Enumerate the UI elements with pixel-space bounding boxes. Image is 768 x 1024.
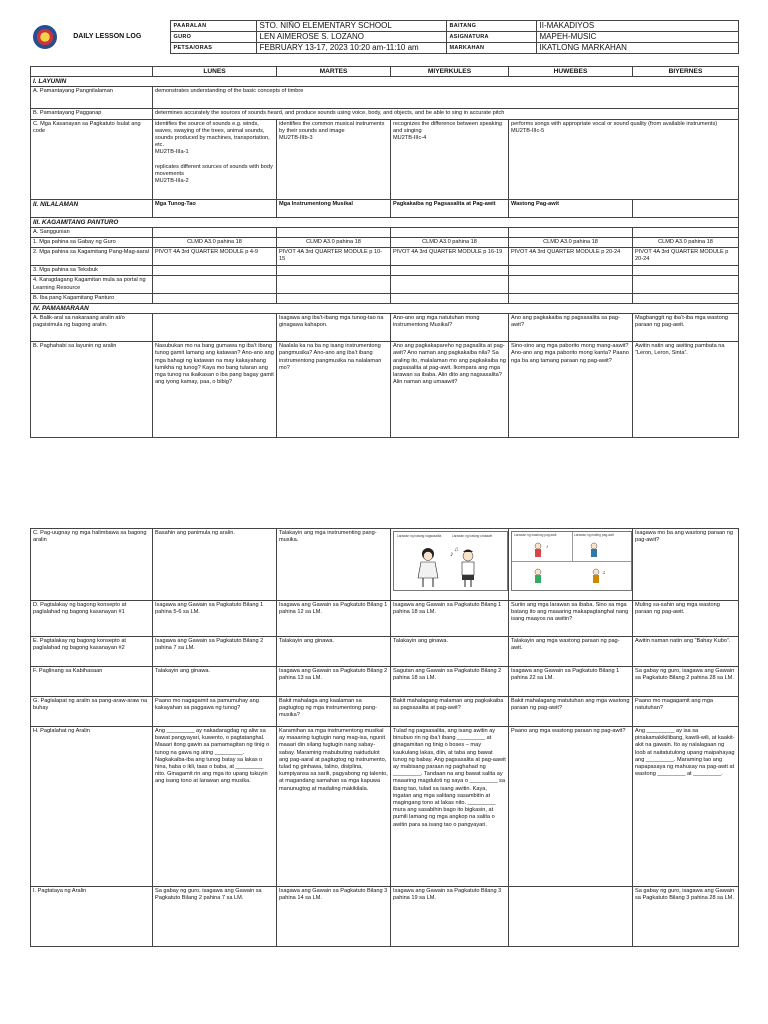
row-label-d-pagtalakay: D. Pagtalakay ng bagong konsepto at paglalahad ng bagong kasanayan #1: [31, 601, 153, 637]
deped-seal-icon: [33, 25, 57, 49]
empty-cell: [153, 293, 277, 303]
day-lunes: LUNES: [153, 67, 277, 77]
empty-cell: [509, 227, 633, 237]
svg-text:♫: ♫: [602, 570, 606, 576]
row-label-h-paglalahat: H. Paglalahat ng Aralin: [31, 727, 153, 887]
d-miyerkules: Isagawa ang Gawain sa Pagkatuto Bilang 1 pahina 18 sa LM.: [391, 601, 509, 637]
empty-cell: [509, 276, 633, 293]
singing-posture-illustration: [511, 531, 632, 591]
module-miyerkules: PIVOT 4A 3rd QUARTER MODULE p 16-19: [391, 248, 509, 266]
kasanayan-lunes: identifies the source of sounds e.g. winds, waves, swaying of the trees, animal sounds, sounds produced by machines, transportation, etc. MU2TB-IIIa-1 replicates different sources of sounds with body movements MU2TB-IIIa-2: [153, 119, 277, 199]
d-biyernes: Muling sa-sahin ang mga wastong paraan ng pag-awit.: [633, 601, 739, 637]
kasanayan-martes: identifies the common musical instruments by their sounds and image MU2TB-IIIb-3: [277, 119, 391, 199]
row-label-teksbuk: 3. Mga pahina sa Teksbuk: [31, 266, 153, 276]
module-huwebes: PIVOT 4A 3rd QUARTER MODULE p 20-24: [509, 248, 633, 266]
empty-cell: [277, 266, 391, 276]
module-martes: PIVOT 4A 3rd QUARTER MODULE p 10-15: [277, 248, 391, 266]
pag-uugnay-lunes: Basahin ang panimula ng aralin.: [153, 529, 277, 601]
empty-cell: [633, 266, 739, 276]
balik-aral-lunes: [153, 314, 277, 342]
e-huwebes: Talakayin ang mga wastong paraan ng pag-awit.: [509, 637, 633, 667]
pag-uugnay-biyernes: Isagawa mo ba ang wastong paraan ng pag-awit?: [633, 529, 739, 601]
svg-text:♫: ♫: [454, 547, 459, 553]
empty-cell: [633, 293, 739, 303]
caption-singing: Larawan ng batang umaawit: [452, 534, 493, 538]
e-lunes: Isagawa ang Gawain sa Pagkatuto Bilang 2 pahina 7 sa LM.: [153, 637, 277, 667]
school-label: PAARALAN: [170, 21, 256, 32]
empty-cell: [509, 293, 633, 303]
grade-value: II-MAKADIYOS: [536, 21, 738, 32]
d-lunes: Isagawa ang Gawain sa Pagkatuto Bilang 1 pahina 5-6 sa LM.: [153, 601, 277, 637]
row-label-balik-aral: A. Balik-aral sa nakaraang aralin at/o pagsisimula ng bagong aralin.: [31, 314, 153, 342]
balik-aral-huwebes: Ano ang pagkakaiba ng pagsasalita sa pag-awit?: [509, 314, 633, 342]
caption-correct-singing: Larawan ng wastong pag-awit: [514, 533, 557, 537]
row-label-i-pagtataya: I. Pagtataya ng Aralin: [31, 887, 153, 947]
e-miyerkules: Talakayin ang ginawa.: [391, 637, 509, 667]
row-label-f-paglinang: F. Paglinang sa Kabihasaan: [31, 667, 153, 697]
pag-uugnay-martes: Talakayin ang mga instrumenting pang-musika.: [277, 529, 391, 601]
blank-corner: [31, 67, 153, 77]
lesson-log-page-2: [30, 528, 738, 947]
lesson-log-page-1: [30, 20, 738, 438]
h-huwebes: Paano ang mga wastong paraan ng pag-awit?: [509, 727, 633, 887]
grade-label: BAITANG: [446, 21, 536, 32]
section-pamamaraan: IV. PAMAMARAAN: [31, 304, 739, 314]
gabay-huwebes: CLMD A3.0 pahina 18: [509, 238, 633, 248]
teacher-value: LEN AIMEROSE S. LOZANO: [256, 32, 446, 43]
singing-children-icon: [516, 540, 628, 588]
day-martes: MARTES: [277, 67, 391, 77]
paghahabi-miyerkules: Ano ang pagkakapareho ng pagsalita at pag-awit? Ano naman ang pagkakaiba nila? Sa araling ito, malalaman mo ang pagkakaiba ng pagsasalita at pag-awit. Ikompara ang mga larawan sa ibaba. Alin dito ang nagsasalita? Alin naman ang umaawit?: [391, 342, 509, 438]
row-label-pag-uugnay: C. Pag-uugnay ng mga halimbawa sa bagong aralin: [31, 529, 153, 601]
paghahabi-martes: Naalala ka na ba ng isang instrumentong pangmusika? Ano-ano ang iba’t ibang instrumentong pangmusika na nalalaman mo?: [277, 342, 391, 438]
nilalaman-biyernes: [633, 199, 739, 217]
caption-speaking: Larawan ng batang nagsasalita: [397, 534, 442, 538]
quarter-value: IKATLONG MARKAHAN: [536, 43, 738, 54]
row-label-kasanayan: C. Mga Kasanayan sa Pagkatuto Isulat ang code: [31, 119, 153, 199]
dll-title: DAILY LESSON LOG: [73, 33, 142, 40]
g-biyernes: Paano mo magagamit ang mga natutuhan?: [633, 697, 739, 727]
subject-label: ASIGNATURA: [446, 32, 536, 43]
f-biyernes: Sa gabay ng guro, isagawa ang Gawain sa Pagkatuto Bilang 2 pahina 28 sa LM.: [633, 667, 739, 697]
d-huwebes: Suriin ang mga larawan sa ibaba. Sino sa mga batang ito ang maaaring makapagtanghal nang isang maayos na awitin?: [509, 601, 633, 637]
pagganap-text: determines accurately the sources of sounds heard, and produce sounds using voice, body, and objects, and be able to sing in accurate pitch: [153, 109, 739, 119]
paghahabi-huwebes: Sino-sino ang mga paborito mong mang-aawit? Ano-ano ang mga paborito mong kanta? Paano nga ba ang tamang paraan ng pag-awit?: [509, 342, 633, 438]
nilalaman-martes: Mga Instrumentong Musikal: [277, 199, 391, 217]
paghahabi-biyernes: Awitin natin ang awiting pambata na “Leron, Leron, Sinta”.: [633, 342, 739, 438]
row-label-sanggunian: A. Sanggunian: [31, 227, 153, 237]
f-lunes: Talakayin ang ginawa.: [153, 667, 277, 697]
g-lunes: Paano mo nagagamit sa pamumuhay ang kakayahan sa paggawa ng tunog?: [153, 697, 277, 727]
empty-cell: [391, 276, 509, 293]
nilalaman-huwebes: Wastong Pag-awit: [509, 199, 633, 217]
g-miyerkules: Bakit mahalagang malaman ang pagkakaiba sa pagsasalita at pag-awit?: [391, 697, 509, 727]
h-biyernes: Ang _________ ay isa sa pinakamakikilibang, kawili-wili, at kaakit-akit na gawain. Ito ay nalalagaan ng loob at naitatutulong upang maipahayag ang _________. Maraming tao ang napapasaya ng mahusay na pag-awit at wastong _________ at _________.: [633, 727, 739, 887]
g-huwebes: Bakit mahalagang matutuhan ang mga wastong paraan ng pag-awit?: [509, 697, 633, 727]
speaking-singing-illustration: [393, 531, 508, 591]
empty-cell: [277, 227, 391, 237]
day-biyernes: BIYERNES: [633, 67, 739, 77]
svg-text:♪: ♪: [450, 551, 454, 558]
empty-cell: [509, 266, 633, 276]
lesson-table-1: [30, 66, 739, 438]
h-lunes: Ang _________ ay nakadaragdag ng aliw sa bawat pangyayari, kuwento, o pagtatanghal. Maaari itong gawin sa pamamagitan ng tinig o tunog na gawa ng ating _________. Nagkakaiba-iba ang tunog batay sa lakas o hina, haba o ikli, taas o baba, at _________ nito. Ginagamit rin ang mga ito upang tukuyin ang isang tono at larawan ang musika.: [153, 727, 277, 887]
children-figures-icon: [410, 546, 490, 588]
i-huwebes: [509, 887, 633, 947]
svg-text:♪: ♪: [546, 544, 549, 550]
e-martes: Talakayin ang ginawa.: [277, 637, 391, 667]
day-header-row: [31, 67, 739, 77]
empty-cell: [391, 227, 509, 237]
f-martes: Isagawa ang Gawain sa Pagkatuto Bilang 2 pahina 13 sa LM.: [277, 667, 391, 697]
date-value: FEBRUARY 13-17, 2023 10:20 am-11:10 am: [256, 43, 446, 54]
subject-value: MAPEH-MUSIC: [536, 32, 738, 43]
kasanayan-miyerkules: recognizes the difference between speaking and singing MU2TB-IIIc-4: [391, 119, 509, 199]
row-label-pagganap: B. Pamantayang Pagganap: [31, 109, 153, 119]
day-huwebes: HUWEBES: [509, 67, 633, 77]
empty-cell: [633, 276, 739, 293]
quarter-label: MARKAHAN: [446, 43, 536, 54]
balik-aral-biyernes: Magbanggit ng iba’t-iba mga wastong paraan ng pag-awit.: [633, 314, 739, 342]
f-huwebes: Isagawa ang Gawain sa Pagkatuto Bilang 1 pahina 22 sa LM.: [509, 667, 633, 697]
i-biyernes: Sa gabay ng guro, isagawa ang Gawain sa Pagkatuto Bilang 3 pahina 28 sa LM.: [633, 887, 739, 947]
i-martes: Isagawa ang Gawain sa Pagkatuto Bilang 3 pahina 14 sa LM.: [277, 887, 391, 947]
row-label-e-pagtalakay: E. Pagtalakay ng bagong konsepto at paglalahad ng bagong kasanayan #2: [31, 637, 153, 667]
empty-cell: [153, 227, 277, 237]
i-lunes: Sa gabay ng guro, isagawa ang Gawain sa Pagkatuto Bilang 2 pahina 7 sa LM.: [153, 887, 277, 947]
row-label-iba-pang: B. Iba pang Kagamitang Panturo: [31, 293, 153, 303]
f-miyerkules: Sagutan ang Gawain sa Pagkatuto Bilang 2 pahina 18 sa LM.: [391, 667, 509, 697]
lesson-table-2: [30, 528, 739, 947]
pag-uugnay-miyerkules: [391, 529, 509, 601]
g-martes: Bakit mahalaga ang kaalaman sa pagtugtog ng mga instrumentong pang-musika?: [277, 697, 391, 727]
gabay-miyerkules: CLMD A3.0 pahina 18: [391, 238, 509, 248]
row-label-karagdagang: 4. Karagdagang Kagamitan mula sa portal ng Learning Resource: [31, 276, 153, 293]
section-nilalaman: II. NILALAMAN: [31, 199, 153, 217]
module-lunes: PIVOT 4A 3rd QUARTER MODULE p 4-9: [153, 248, 277, 266]
empty-cell: [391, 293, 509, 303]
pangnilalaman-text: demonstrates understanding of the basic concepts of timbre: [153, 87, 739, 109]
e-biyernes: Awitin naman natin ang “Bahay Kubo”.: [633, 637, 739, 667]
row-label-kagamitang-mag-aaral: 2. Mga pahina sa Kagamitang Pang-Mag-aaral: [31, 248, 153, 266]
i-miyerkules: Isagawa ang Gawain sa Pagkatuto Bilang 3 pahina 19 sa LM.: [391, 887, 509, 947]
empty-cell: [153, 266, 277, 276]
row-label-gabay: 1. Mga pahina sa Gabay ng Guro: [31, 238, 153, 248]
empty-cell: [277, 293, 391, 303]
d-martes: Isagawa ang Gawain sa Pagkatuto Bilang 1 pahina 12 sa LM.: [277, 601, 391, 637]
gabay-martes: CLMD A3.0 pahina 18: [277, 238, 391, 248]
row-label-pangnilalaman: A. Pamantayang Pangnilalaman: [31, 87, 153, 109]
header-logo-cell: [30, 21, 170, 54]
h-martes: Karamihan sa mga instrumentong musikal ay maaaring tugtugin nang mag-isa, ngunit maaari din silang tugtugin nang sabay-sabay. Maraming mabubuting naidudulot ang pag-aaral at pagtugtog ng instrumento, tulad ng ginhawa, talino, disiplina, kumpiyansa sa sarili, pagyabong ng talento, at magandang samahan sa mga kapuwa manunugtog at madaling makikilala.: [277, 727, 391, 887]
school-value: STO. NIÑO ELEMENTARY SCHOOL: [256, 21, 446, 32]
kasanayan-huwebes-biyernes: performs songs with appropriate vocal or sound quality (from available instruments) MU2TB-IIIc-5: [509, 119, 739, 199]
header-table: [30, 20, 739, 54]
balik-aral-miyerkules: Ano-ano ang mga natutuhan mong instrumentong Musikal?: [391, 314, 509, 342]
row-label-paghahabi: B. Paghahabi sa layunin ng aralin: [31, 342, 153, 438]
empty-cell: [633, 227, 739, 237]
nilalaman-lunes: Mga Tunog-Tao: [153, 199, 277, 217]
empty-cell: [277, 276, 391, 293]
nilalaman-miyerkules: Pagkakaiba ng Pagsasalita at Pag-awit: [391, 199, 509, 217]
empty-cell: [391, 266, 509, 276]
h-miyerkules: Tulad ng pagsasalita, ang isang awitin ay binubuo rin ng iba’t ibang _________ at ginagamitan ng tinig o boses – may kaukulang lakas, diin, at taba ang bawat tunog ng babay. Ang pagsasalita at pag-aawit ay mabisang paraan ng paghahad ng _________. Tandaan na ang bawat salita ay maaaring magduloti ng saya o _________ sa ibang tao, tulad sa isang awitin. Kaya, ingatan ang mga salitang sasambitin at magingang tono at lakas nito. _________ mura ang sasabihin bago ito bigkasin, at pumili lamang ng mga angkop na salita o awitin para sa isang tao o pangyayari.: [391, 727, 509, 887]
balik-aral-martes: Isagawa ang iba’t-ibang mga tunog-tao na ginagawa kahapon.: [277, 314, 391, 342]
empty-cell: [153, 276, 277, 293]
gabay-lunes: CLMD A3.0 pahina 18: [153, 238, 277, 248]
section-kagamitan: III. KAGAMITANG PANTURO: [31, 217, 739, 227]
gabay-biyernes: CLMD A3.0 pahina 18: [633, 238, 739, 248]
paghahabi-lunes: Nasubukan mo na bang gumawa ng iba’t ibang tunog gamit lamang ang katawan? Ano-ano ang mga bahagi ng katawan na may kakayahang lumikha ng tunog? Kaya mo bang tularan ang mga tunog na ikaikasan o iba pang bagay gamit ang iyong kamay, paa, o bibig?: [153, 342, 277, 438]
pag-uugnay-huwebes: [509, 529, 633, 601]
row-label-g-paglalapat: G. Paglalapat ng aralin sa pang-araw-araw na buhay: [31, 697, 153, 727]
caption-wrong-singing: Larawan ng maling pag-awit: [574, 533, 614, 537]
module-biyernes: PIVOT 4A 3rd QUARTER MODULE p 20-24: [633, 248, 739, 266]
date-label: PETSA/ORAS: [170, 43, 256, 54]
teacher-label: GURO: [170, 32, 256, 43]
section-layunin: I. LAYUNIN: [31, 77, 739, 87]
day-miyerkules: MIYERKULES: [391, 67, 509, 77]
